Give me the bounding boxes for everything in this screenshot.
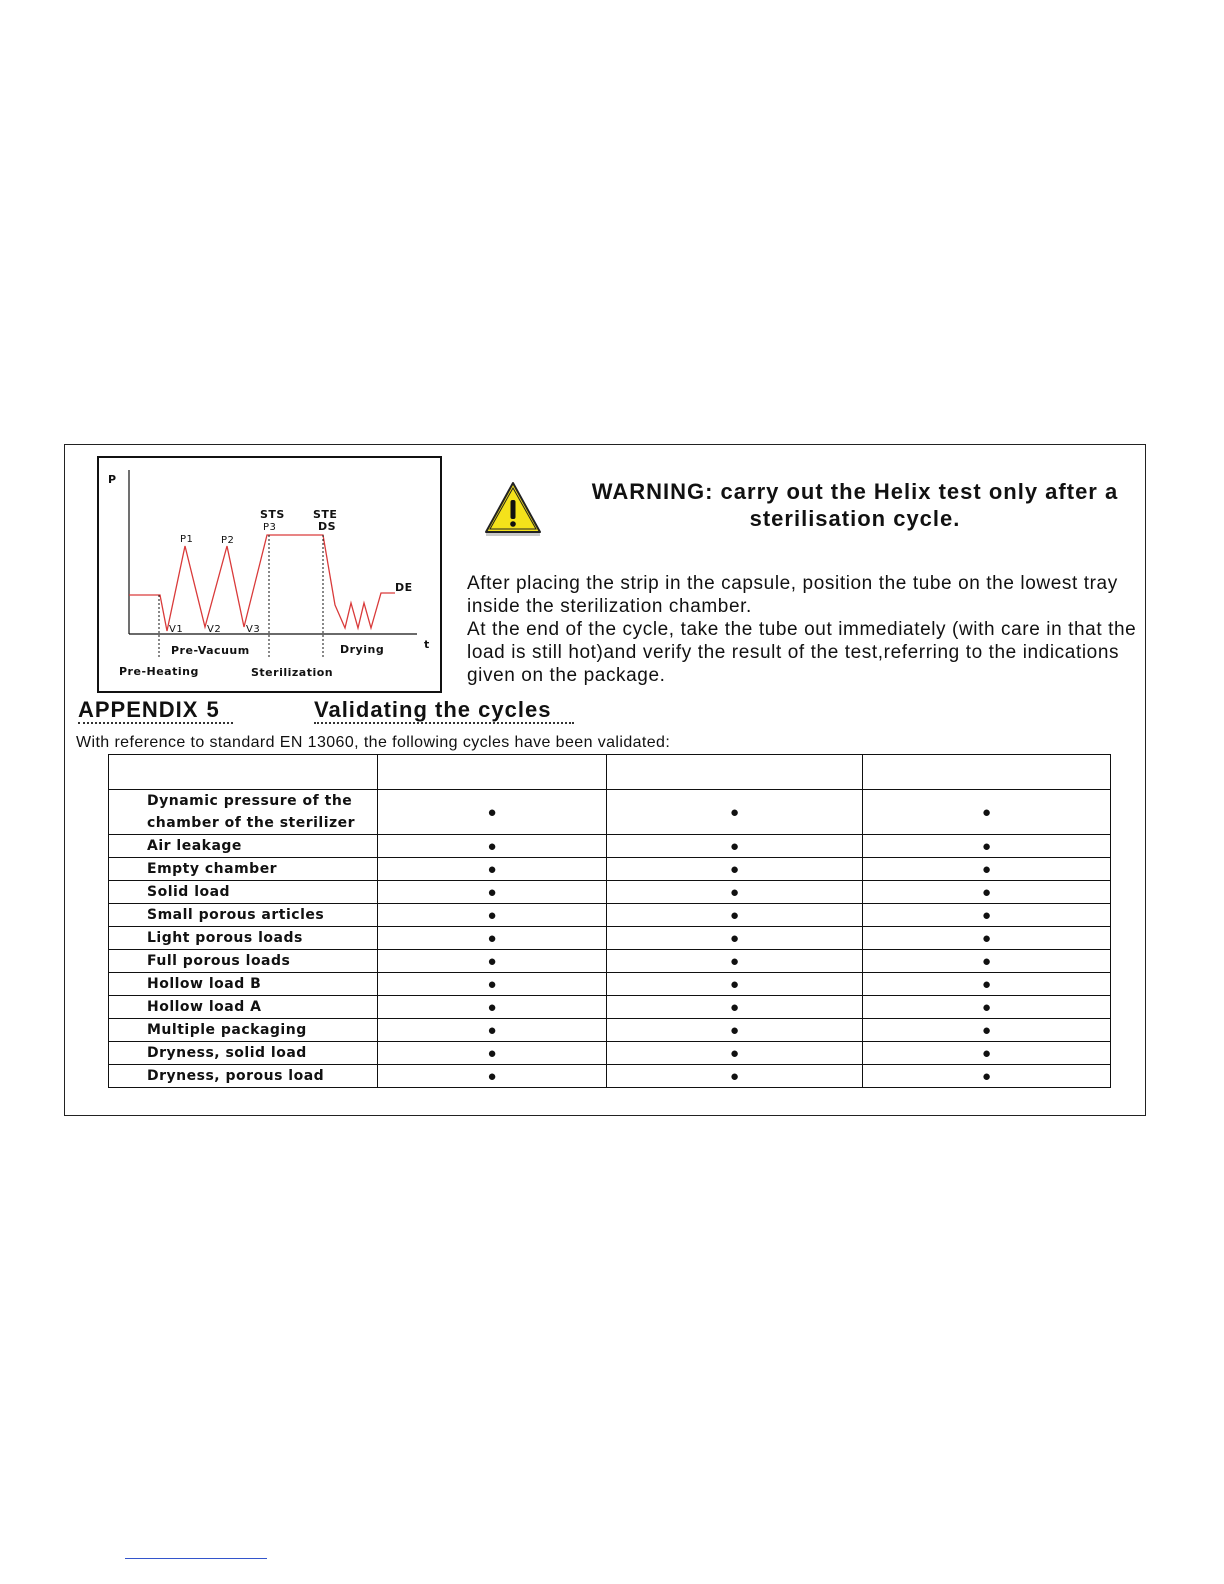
label-p3: P3: [263, 522, 277, 533]
validated-mark: ●: [378, 835, 607, 858]
validated-mark: ●: [863, 835, 1111, 858]
phase-drying: Drying: [340, 643, 385, 656]
cycle-label: Dryness, porous load: [109, 1065, 378, 1088]
cycle-label: Solid load: [109, 881, 378, 904]
validated-mark: ●: [607, 1019, 863, 1042]
validated-mark: ●: [863, 790, 1111, 835]
cycle-label: Hollow load A: [109, 996, 378, 1019]
validated-mark: ●: [378, 927, 607, 950]
label-ds: DS: [318, 520, 337, 533]
validated-mark: ●: [863, 927, 1111, 950]
axis-p-label: P: [108, 473, 117, 486]
validated-mark: ●: [607, 1065, 863, 1088]
cycle-label: Dryness, solid load: [109, 1042, 378, 1065]
phase-pre-heating: Pre-Heating: [119, 665, 199, 678]
validated-mark: ●: [863, 858, 1111, 881]
label-p2: P2: [221, 535, 235, 546]
validated-mark: ●: [378, 1042, 607, 1065]
validated-mark: ●: [863, 1065, 1111, 1088]
warning-title: WARNING: carry out the Helix test only after a sterilisation cycle.: [591, 479, 1119, 531]
appendix-heading: [78, 697, 552, 723]
instruction-paragraph-1: After placing the strip in the capsule, position the tube on the lowest tray inside the sterilization chamber.: [467, 573, 1118, 617]
validated-mark: ●: [607, 858, 863, 881]
pressure-curve: [129, 535, 395, 631]
table-row: [109, 858, 1111, 881]
table-row: [109, 790, 1111, 835]
validated-mark: ●: [607, 904, 863, 927]
table-row: [109, 881, 1111, 904]
table-row: [109, 1019, 1111, 1042]
validated-mark: ●: [378, 881, 607, 904]
label-ste: STE: [313, 508, 338, 521]
cycle-label: Hollow load B: [109, 973, 378, 996]
validated-cycles-table: [108, 754, 1111, 1088]
cycle-label: Light porous loads: [109, 927, 378, 950]
cycle-label: Air leakage: [109, 835, 378, 858]
cycle-label: Empty chamber: [109, 858, 378, 881]
axis-t-label: t: [424, 638, 430, 651]
table-row: [109, 1065, 1111, 1088]
appendix-title-underline: [314, 722, 574, 724]
table-row: [109, 950, 1111, 973]
validated-mark: ●: [378, 1019, 607, 1042]
appendix-label: APPENDIX: [78, 697, 199, 722]
table-header-cell: [863, 755, 1111, 790]
validated-mark: ●: [378, 996, 607, 1019]
validated-mark: ●: [863, 904, 1111, 927]
validated-mark: ●: [863, 1042, 1111, 1065]
footer-rule: [125, 1558, 267, 1559]
validated-mark: ●: [863, 950, 1111, 973]
label-sts: STS: [260, 508, 285, 521]
cycle-label: Full porous loads: [109, 950, 378, 973]
table-header-cell: [378, 755, 607, 790]
appendix-underline: [78, 722, 233, 724]
helix-test-instructions: [467, 572, 1147, 687]
appendix-number: 5: [206, 697, 220, 722]
validated-mark: ●: [607, 790, 863, 835]
warning-triangle-icon: [483, 480, 543, 538]
cycle-label: Dynamic pressure of the chamber of the sterilizer: [109, 790, 378, 835]
table-row: [109, 996, 1111, 1019]
validated-mark: ●: [378, 904, 607, 927]
table-row: [109, 904, 1111, 927]
instruction-paragraph-2: At the end of the cycle, take the tube out immediately (with care in that the load is still hot)and verify the result of the test,referring to the indications given on the package.: [467, 619, 1137, 686]
validated-mark: ●: [863, 1019, 1111, 1042]
label-v2: V2: [207, 624, 222, 635]
table-header-cell: [109, 755, 378, 790]
appendix-title: Validating the cycles: [314, 697, 552, 722]
label-v3: V3: [246, 624, 261, 635]
validated-mark: ●: [378, 1065, 607, 1088]
table-header-cell: [607, 755, 863, 790]
pressure-cycle-diagram: [97, 456, 442, 693]
appendix-intro: With reference to standard EN 13060, the following cycles have been validated:: [76, 734, 671, 751]
validated-mark: ●: [607, 881, 863, 904]
validated-mark: ●: [863, 973, 1111, 996]
cycle-label: Small porous articles: [109, 904, 378, 927]
table-row: [109, 835, 1111, 858]
cycle-label: Multiple packaging: [109, 1019, 378, 1042]
table-row: [109, 973, 1111, 996]
validated-mark: ●: [607, 835, 863, 858]
label-de: DE: [395, 581, 413, 594]
validated-mark: ●: [607, 973, 863, 996]
table-row: [109, 927, 1111, 950]
validated-mark: ●: [607, 996, 863, 1019]
pressure-cycle-graph: [99, 458, 440, 691]
validated-mark: ●: [607, 1042, 863, 1065]
table-row: [109, 1042, 1111, 1065]
phase-pre-vacuum: Pre-Vacuum: [171, 644, 250, 657]
validated-mark: ●: [378, 790, 607, 835]
validated-mark: ●: [607, 950, 863, 973]
validated-mark: ●: [378, 973, 607, 996]
label-p1: P1: [180, 534, 194, 545]
validated-mark: ●: [863, 996, 1111, 1019]
phase-sterilization: Sterilization: [251, 666, 334, 679]
validated-mark: ●: [378, 858, 607, 881]
table-header-row: [109, 755, 1111, 790]
validated-mark: ●: [378, 950, 607, 973]
validated-mark: ●: [607, 927, 863, 950]
validated-mark: ●: [863, 881, 1111, 904]
label-v1: V1: [169, 624, 184, 635]
